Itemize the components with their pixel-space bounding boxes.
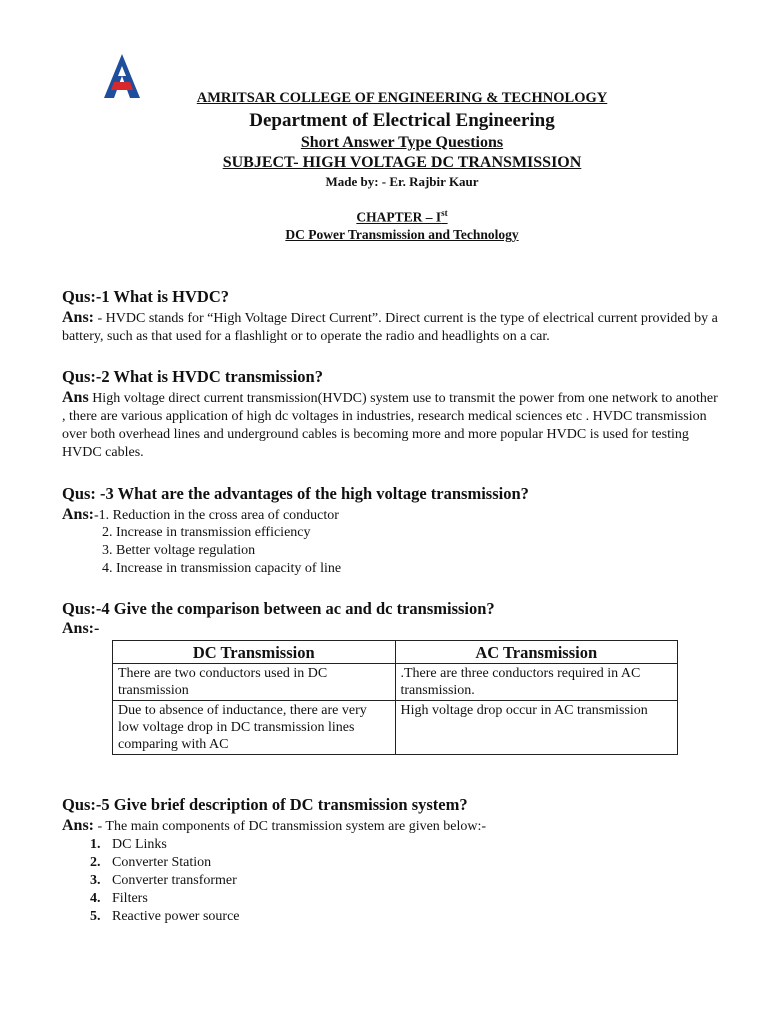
list-item: 4. Increase in transmission capacity of line — [102, 561, 342, 576]
list-item — [62, 506, 341, 524]
list-item — [90, 908, 240, 926]
list-number: 2. — [90, 855, 101, 870]
answer-text: - The main components of DC transmission system are given below:- — [94, 819, 487, 834]
question-4: Qus:-4 Give the comparison between ac and dc transmission? — [62, 599, 495, 618]
list-item: 2. Increase in transmission efficiency — [102, 525, 311, 540]
list-item — [90, 836, 240, 854]
question-type: Short Answer Type Questions — [300, 134, 504, 151]
list-item — [90, 890, 240, 908]
answer-5 — [62, 817, 722, 836]
list-number: 4. — [90, 891, 101, 906]
column-header-dc: DC Transmission — [113, 641, 396, 664]
answer-label: Ans: — [62, 309, 95, 326]
list-item-text: -1. Reduction in the cross area of conductor — [94, 508, 339, 523]
table-header-row — [113, 641, 678, 664]
answer-text: High voltage direct current transmission(HVDC) system use to transmit the power from one network to another , there are various application of high dc voltages in industries, research medical sciences etc . HVDC transmission over both overhead lines and underground cables is becoming more and more popular HVDC is used for testing HVDC cables. — [62, 391, 718, 460]
college-name: AMRITSAR COLLEGE OF ENGINEERING & TECHNOLOGY — [196, 90, 608, 106]
list-item — [90, 872, 240, 890]
list-item: 3. Better voltage regulation — [102, 543, 256, 558]
list-number: 5. — [90, 909, 101, 924]
list-item-text: Filters — [112, 891, 148, 906]
list-item-text: Reactive power source — [112, 909, 240, 924]
comparison-table — [112, 640, 678, 755]
department-name: Department of Electrical Engineering — [249, 110, 555, 131]
list-item-text: Converter transformer — [112, 873, 237, 888]
chapter-heading — [18, 208, 768, 226]
table-cell: High voltage drop occur in AC transmission — [395, 701, 678, 755]
question-2: Qus:-2 What is HVDC transmission? — [62, 367, 323, 386]
table-cell: There are two conductors used in DC transmission — [113, 664, 396, 701]
table-cell: .There are three conductors required in AC transmission. — [395, 664, 678, 701]
chapter-prefix: CHAPTER – I — [356, 209, 442, 225]
question-5: Qus:-5 Give brief description of DC transmission system? — [62, 795, 468, 814]
advantages-list — [62, 506, 341, 578]
list-item-text: DC Links — [112, 837, 167, 852]
chapter-title: DC Power Transmission and Technology — [285, 227, 519, 242]
table-row — [113, 701, 678, 755]
answer-label: Ans: — [62, 506, 95, 523]
answer-label: Ans:- — [62, 620, 100, 637]
answer-label: Ans: — [62, 817, 95, 834]
question-1: Qus:-1 What is HVDC? — [62, 287, 230, 306]
answer-2 — [62, 389, 722, 462]
components-list — [90, 836, 240, 926]
question-3: Qus: -3 What are the advantages of the high voltage transmission? — [62, 484, 529, 503]
list-item — [90, 854, 240, 872]
subject-title: SUBJECT- HIGH VOLTAGE DC TRANSMISSION — [222, 154, 582, 171]
chapter-ordinal: st — [441, 208, 448, 218]
list-item-text: Converter Station — [112, 855, 212, 870]
list-number: 1. — [90, 837, 101, 852]
answer-label: Ans — [62, 389, 89, 406]
answer-text: - HVDC stands for “High Voltage Direct Current”. Direct current is the type of electrical current provided by a battery, such as that used for a flashlight or to operate the radio and headlights on a car. — [62, 311, 718, 344]
table-row — [113, 664, 678, 701]
answer-1 — [62, 309, 722, 346]
list-number: 3. — [90, 873, 101, 888]
table-cell: Due to absence of inductance, there are very low voltage drop in DC transmission lines comparing with AC — [113, 701, 396, 755]
column-header-ac: AC Transmission — [395, 641, 678, 664]
author-line: Made by: - Er. Rajbir Kaur — [325, 174, 479, 189]
